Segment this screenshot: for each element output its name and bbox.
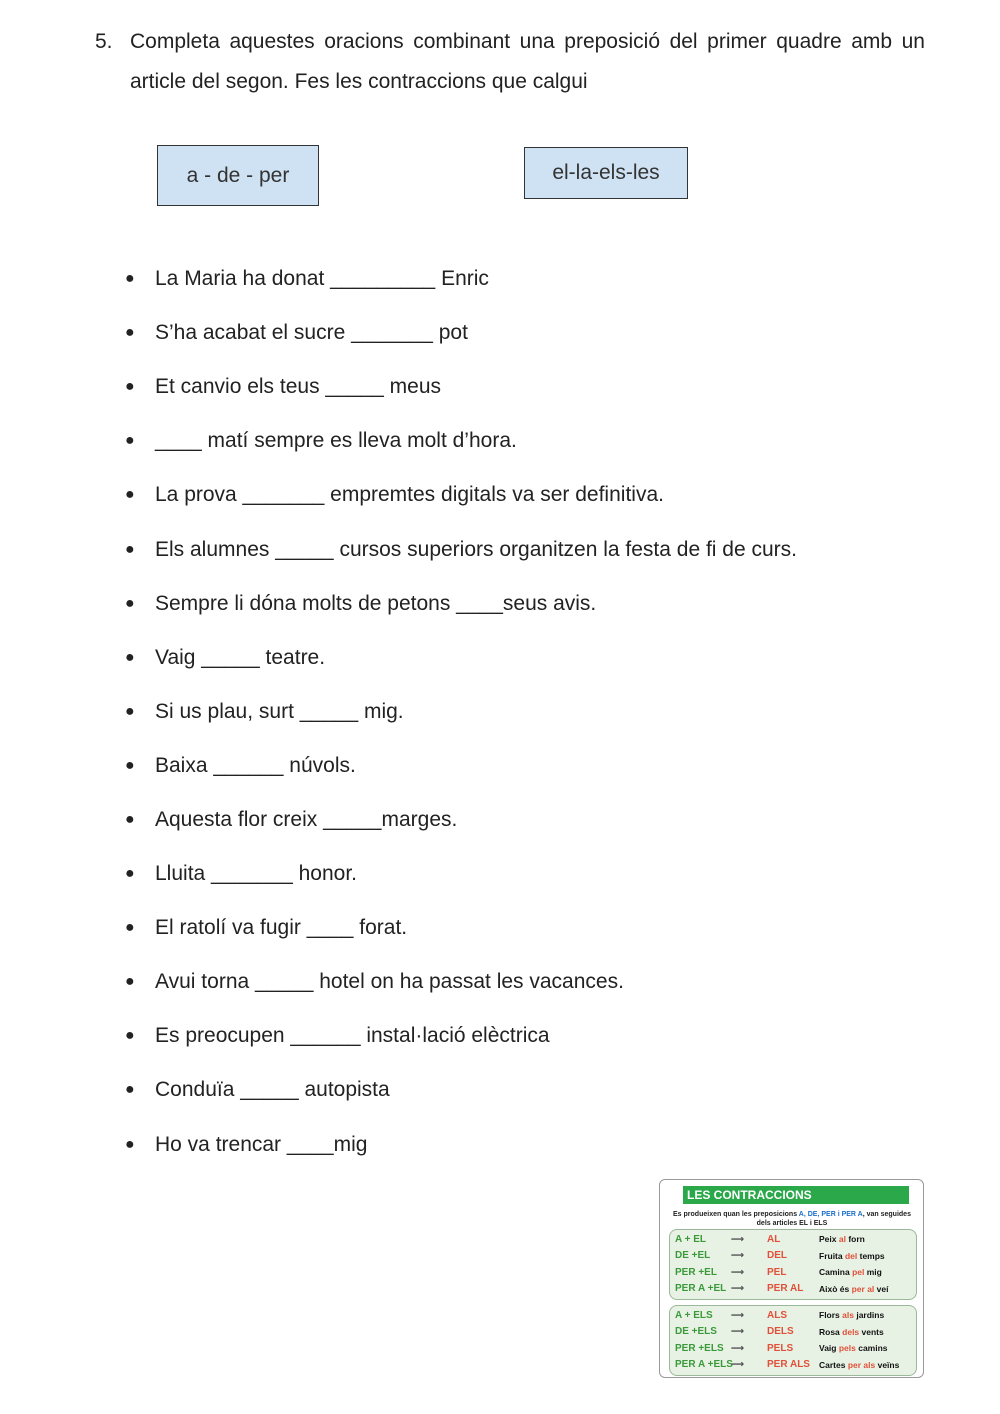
bullet-icon: ●	[125, 1135, 135, 1153]
list-item	[125, 793, 797, 847]
bullet-icon: ●	[125, 865, 135, 883]
bullet-icon: ●	[125, 594, 135, 612]
bullet-icon: ●	[125, 270, 135, 288]
contraction-result: AL	[767, 1233, 781, 1245]
contraction-row	[670, 1324, 916, 1341]
contraction-input: PER +ELS	[675, 1342, 724, 1354]
sentence-text: ____ matí sempre es lleva molt d’hora.	[155, 429, 517, 453]
arrow-icon: ⟶	[731, 1309, 744, 1320]
list-item	[125, 631, 797, 685]
prepositions-box: a - de - per	[157, 145, 319, 206]
bullet-icon: ●	[125, 1027, 135, 1045]
sentence-text: Vaig _____ teatre.	[155, 645, 326, 669]
sentence-text: Es preocupen ______ instal·lació elèctrica	[155, 1024, 550, 1048]
sentence-text: Et canvio els teus _____ meus	[155, 375, 442, 399]
contraction-input: PER +EL	[675, 1266, 717, 1278]
instruction-text: Completa aquestes oracions combinant una preposició del primer quadre amb un article del segon. Fes les contraccions que calgui	[130, 30, 925, 93]
contraction-example: Flors als jardins	[819, 1310, 885, 1321]
contraction-result: PELS	[767, 1342, 794, 1354]
contraction-input: DE +EL	[675, 1250, 711, 1262]
sentence-text: Baixa ______ núvols.	[155, 753, 356, 777]
bullet-icon: ●	[125, 973, 135, 991]
sentence-text: Lluita _______ honor.	[155, 862, 358, 886]
sentence-text: S’ha acabat el sucre _______ pot	[155, 321, 468, 345]
list-item	[125, 468, 797, 522]
contraction-row	[670, 1340, 916, 1357]
contraction-result: DELS	[767, 1326, 794, 1338]
sentence-text: Els alumnes _____ cursos superiors organitzen la festa de fi de curs.	[155, 537, 798, 561]
contraction-result: DEL	[767, 1250, 787, 1262]
contraction-row	[670, 1264, 916, 1281]
contractions-els-group	[669, 1305, 917, 1376]
list-item	[125, 577, 797, 631]
contraction-input: A + EL	[675, 1233, 707, 1245]
arrow-icon: ⟶	[731, 1283, 744, 1294]
sentence-text: Si us plau, surt _____ mig.	[155, 699, 404, 723]
list-item	[125, 1063, 797, 1117]
contraction-example: Rosa dels vents	[819, 1326, 884, 1337]
articles-box: el-la-els-les	[524, 147, 688, 199]
bullet-icon: ●	[125, 1081, 135, 1099]
list-item	[125, 955, 797, 1009]
sentence-text: La prova _______ empremtes digitals va ser definitiva.	[155, 483, 664, 507]
contraction-row	[670, 1231, 916, 1248]
list-item	[125, 414, 797, 468]
bullet-icon: ●	[125, 486, 135, 504]
arrow-icon: ⟶	[731, 1250, 744, 1261]
contraction-example: Fruita del temps	[819, 1250, 885, 1261]
sentence-list	[125, 252, 797, 1172]
contraction-row	[670, 1357, 916, 1374]
contraction-input: A + ELS	[675, 1309, 713, 1321]
instruction-number: 5.	[95, 30, 113, 53]
contraction-example: Peix al forn	[819, 1234, 865, 1245]
card-note: Es produeixen quan les preposicions A, DE, PER i PER A, van seguides dels articles EL i ELS	[673, 1211, 911, 1227]
sentence-text: Sempre li dóna molts de petons ____seus avis.	[155, 591, 597, 615]
list-item	[125, 847, 797, 901]
list-item	[125, 1009, 797, 1063]
sentence-text: Ho va trencar ____mig	[155, 1132, 368, 1156]
arrow-icon: ⟶	[731, 1326, 744, 1337]
bullet-icon: ●	[125, 648, 135, 666]
contraction-row	[670, 1307, 916, 1324]
bullet-icon: ●	[125, 756, 135, 774]
bullet-icon: ●	[125, 378, 135, 396]
contraction-example: Camina pel mig	[819, 1267, 882, 1278]
contraction-example: Això és per al veí	[819, 1283, 889, 1294]
contraction-result: PER ALS	[767, 1359, 810, 1371]
contraction-input: PER A +EL	[675, 1283, 727, 1295]
contractions-card	[659, 1179, 924, 1378]
bullet-icon: ●	[125, 702, 135, 720]
contraction-input: DE +ELS	[675, 1326, 717, 1338]
contractions-el-group	[669, 1229, 917, 1300]
sentence-text: Conduïa _____ autopista	[155, 1078, 390, 1102]
contraction-example: Vaig pels camins	[819, 1343, 888, 1354]
list-item	[125, 901, 797, 955]
list-item	[125, 685, 797, 739]
contraction-result: PER AL	[767, 1283, 804, 1295]
list-item	[125, 252, 797, 306]
arrow-icon: ⟶	[731, 1359, 744, 1370]
bullet-icon: ●	[125, 540, 135, 558]
contraction-row	[670, 1281, 916, 1298]
arrow-icon: ⟶	[731, 1342, 744, 1353]
arrow-icon: ⟶	[731, 1233, 744, 1244]
instruction	[95, 22, 925, 102]
contraction-row	[670, 1248, 916, 1265]
list-item	[125, 306, 797, 360]
list-item	[125, 1118, 797, 1172]
sentence-text: Aquesta flor creix _____marges.	[155, 807, 458, 831]
bullet-icon: ●	[125, 432, 135, 450]
contraction-example: Cartes per als veïns	[819, 1359, 900, 1370]
bullet-icon: ●	[125, 324, 135, 342]
sentence-text: Avui torna _____ hotel on ha passat les vacances.	[155, 970, 624, 994]
contraction-input: PER A +ELS	[675, 1359, 733, 1371]
contraction-result: PEL	[767, 1266, 787, 1278]
sentence-text: La Maria ha donat _________ Enric	[155, 267, 489, 291]
card-title: LES CONTRACCIONS	[683, 1186, 909, 1204]
list-item	[125, 360, 797, 414]
list-item	[125, 522, 797, 576]
contraction-result: ALS	[767, 1309, 787, 1321]
list-item	[125, 739, 797, 793]
arrow-icon: ⟶	[731, 1266, 744, 1277]
sentence-text: El ratolí va fugir ____ forat.	[155, 916, 408, 940]
bullet-icon: ●	[125, 919, 135, 937]
bullet-icon: ●	[125, 810, 135, 828]
